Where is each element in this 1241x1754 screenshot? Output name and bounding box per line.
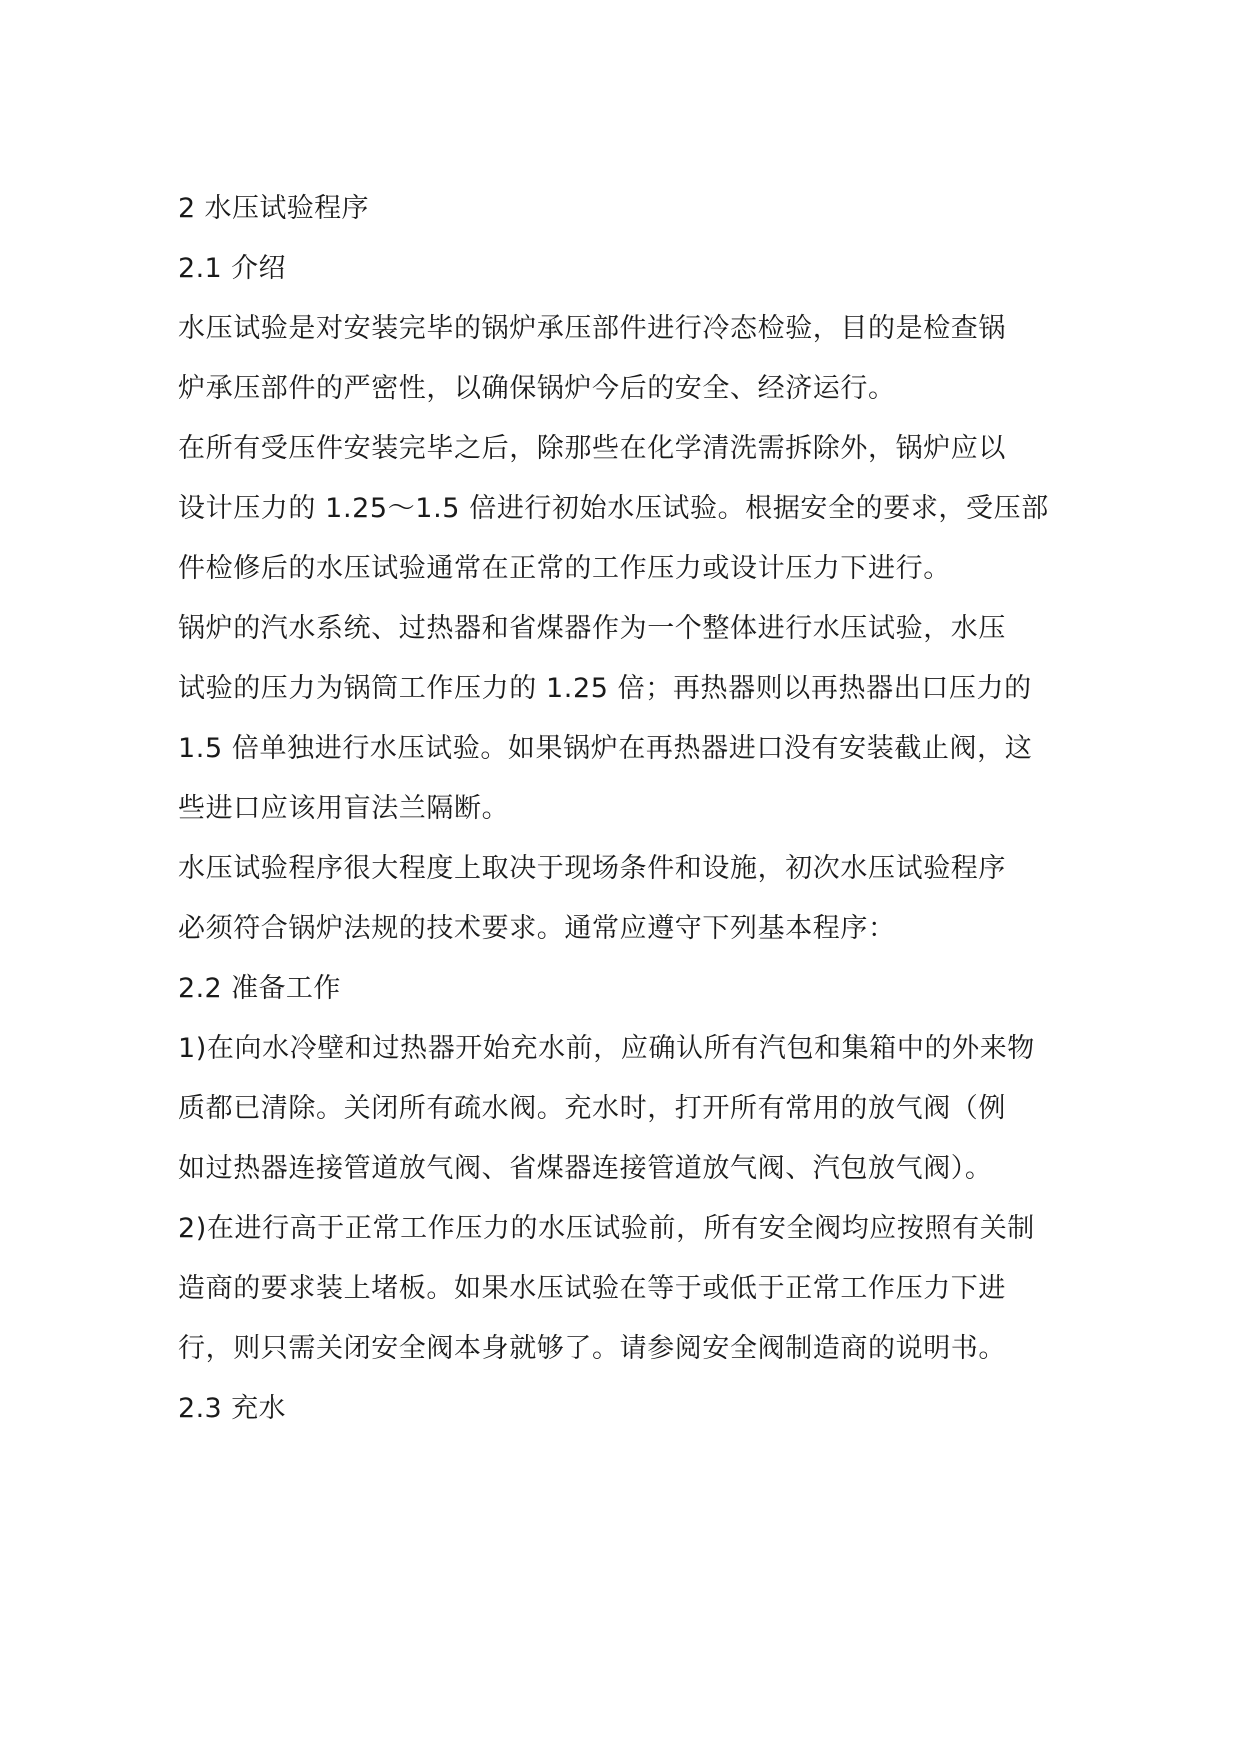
paragraph-line: 炉承压部件的严密性，以确保锅炉今后的安全、经济运行。 [178,373,896,404]
paragraph-line: 试验的压力为锅筒工作压力的 1.25 倍；再热器则以再热器出口压力的 [178,673,1032,704]
paragraph-line: 锅炉的汽水系统、过热器和省煤器作为一个整体进行水压试验，水压 [178,613,1006,644]
paragraph-line: 件检修后的水压试验通常在正常的工作压力或设计压力下进行。 [178,553,951,584]
paragraph-line: 如过热器连接管道放气阀、省煤器连接管道放气阀、汽包放气阀）。 [178,1153,993,1184]
paragraph-line: 水压试验程序很大程度上取决于现场条件和设施，初次水压试验程序 [178,853,1006,884]
paragraph-line: 造商的要求装上堵板。如果水压试验在等于或低于正常工作压力下进 [178,1273,1006,1304]
subsection-heading-preparation: 2.2 准备工作 [178,973,341,1004]
paragraph-line: 些进口应该用盲法兰隔断。 [178,793,510,824]
section-heading-procedure: 2 水压试验程序 [178,193,369,224]
paragraph-line: 1.5 倍单独进行水压试验。如果锅炉在再热器进口没有安装截止阀，这 [178,733,1033,764]
paragraph-line: 1)在向水冷壁和过热器开始充水前，应确认所有汽包和集箱中的外来物 [178,1033,1035,1064]
paragraph-line: 水压试验是对安装完毕的锅炉承压部件进行冷态检验，目的是检查锅 [178,313,1006,344]
paragraph-line: 在所有受压件安装完毕之后，除那些在化学清洗需拆除外，锅炉应以 [178,433,1006,464]
subsection-heading-introduction: 2.1 介绍 [178,253,286,284]
paragraph-line: 设计压力的 1.25～1.5 倍进行初始水压试验。根据安全的要求，受压部 [178,493,1049,524]
paragraph-line: 2)在进行高于正常工作压力的水压试验前，所有安全阀均应按照有关制 [178,1213,1035,1244]
paragraph-line: 行，则只需关闭安全阀本身就够了。请参阅安全阀制造商的说明书。 [178,1333,1006,1364]
paragraph-line: 必须符合锅炉法规的技术要求。通常应遵守下列基本程序： [178,913,896,944]
subsection-heading-filling: 2.3 充水 [178,1393,286,1424]
paragraph-line: 质都已清除。关闭所有疏水阀。充水时，打开所有常用的放气阀（例 [178,1093,1006,1124]
